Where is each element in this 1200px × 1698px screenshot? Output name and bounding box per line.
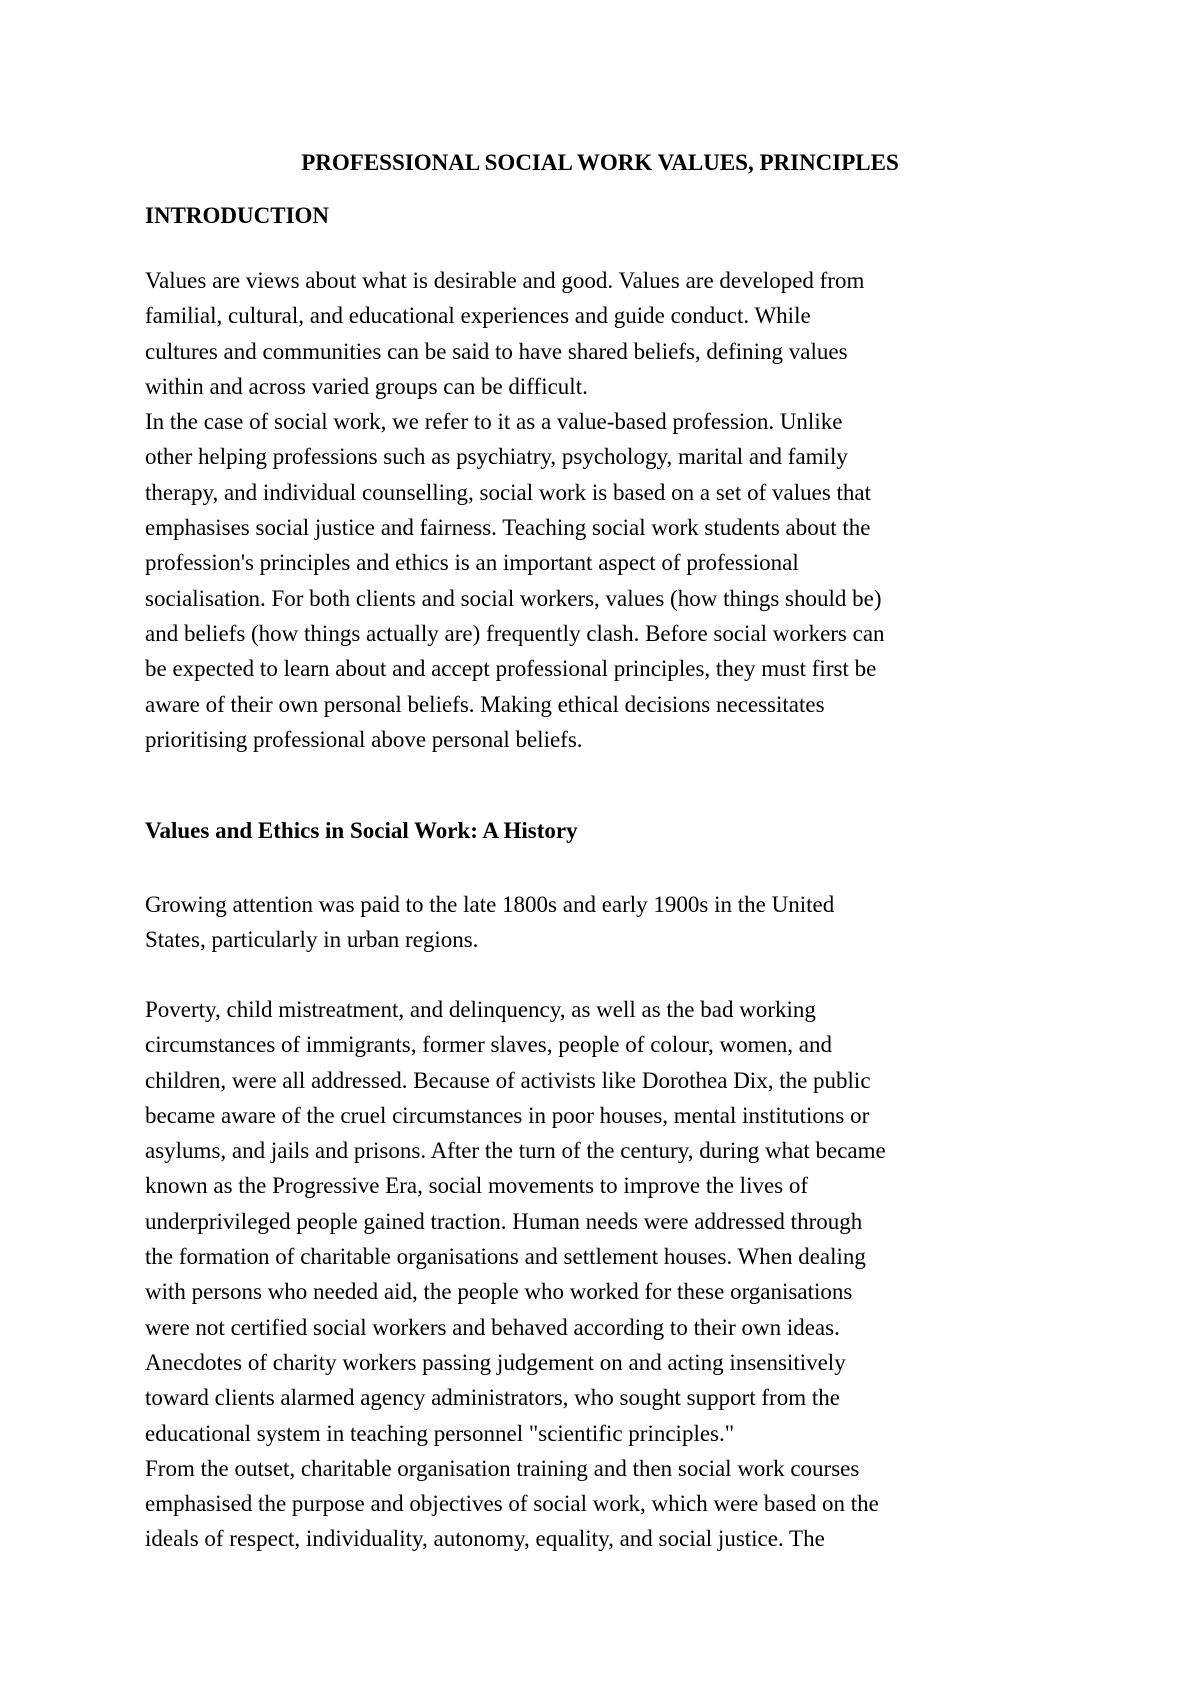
history-heading: Values and Ethics in Social Work: A History (145, 818, 578, 843)
paragraph-line: In the case of social work, we refer to it as a value-based profession. Unlike (145, 409, 843, 435)
paragraph-line: therapy, and individual counselling, social work is based on a set of values that (145, 479, 872, 505)
paragraph-line: States, particularly in urban regions. (145, 927, 479, 953)
paragraph-line: aware of their own personal beliefs. Making ethical decisions necessitates (145, 691, 825, 717)
paragraph-line: Poverty, child mistreatment, and delinquency, as well as the bad working (145, 997, 816, 1022)
paragraph-line: Growing attention was paid to the late 1800s and early 1900s in the United (145, 892, 835, 917)
paragraph-line: asylums, and jails and prisons. After the turn of the century, during what became (145, 1138, 886, 1164)
paragraph-line: other helping professions such as psychiatry, psychology, marital and family (145, 444, 848, 470)
paragraph-line: the formation of charitable organisations and settlement houses. When dealing (145, 1244, 866, 1270)
introduction-heading: INTRODUCTION (145, 203, 330, 228)
paragraph-line: Anecdotes of charity workers passing judgement on and acting insensitively (145, 1349, 846, 1375)
paragraph-line: be expected to learn about and accept professional principles, they must first be (145, 656, 877, 682)
paragraph-line: cultures and communities can be said to have shared beliefs, defining values (145, 338, 848, 364)
paragraph-line: known as the Progressive Era, social movements to improve the lives of (145, 1173, 809, 1199)
paragraph-line: profession's principles and ethics is an important aspect of professional (145, 550, 799, 576)
paragraph-line: toward clients alarmed agency administrators, who sought support from the (145, 1385, 840, 1411)
paragraph-line: and beliefs (how things actually are) frequently clash. Before social workers can (145, 620, 885, 646)
paragraph-line: became aware of the cruel circumstances in poor houses, mental institutions or (145, 1102, 870, 1128)
intro-paragraph (145, 263, 1075, 757)
paragraph-line: with persons who needed aid, the people who worked for these organisations (145, 1279, 853, 1305)
paragraph-line: emphasises social justice and fairness. Teaching social work students about the (145, 515, 871, 541)
paragraph-line: familial, cultural, and educational experiences and guide conduct. While (145, 303, 811, 329)
paragraph-line: children, were all addressed. Because of activists like Dorothea Dix, the public (145, 1067, 871, 1093)
paragraph-line: underprivileged people gained traction. Human needs were addressed through (145, 1208, 863, 1234)
paragraph-line: prioritising professional above personal beliefs. (145, 726, 583, 752)
paragraph-line: socialisation. For both clients and social workers, values (how things should be) (145, 585, 882, 611)
paragraph-line: Values are views about what is desirable and good. Values are developed from (145, 268, 865, 293)
paragraph-line: emphasised the purpose and objectives of social work, which were based on the (145, 1491, 879, 1517)
paragraph-line: educational system in teaching personnel "scientific principles." (145, 1420, 735, 1446)
history-paragraph-1 (145, 887, 1075, 958)
history-paragraph-2 (145, 992, 1075, 1557)
paragraph-line: circumstances of immigrants, former slaves, people of colour, women, and (145, 1032, 832, 1058)
paragraph-line: within and across varied groups can be difficult. (145, 373, 588, 399)
paragraph-line: were not certified social workers and behaved according to their own ideas. (145, 1314, 840, 1340)
paragraph-line: From the outset, charitable organisation training and then social work courses (145, 1455, 860, 1481)
paragraph-line: ideals of respect, individuality, autonomy, equality, and social justice. The (145, 1526, 825, 1552)
document-title: PROFESSIONAL SOCIAL WORK VALUES, PRINCIPLES (301, 150, 899, 175)
